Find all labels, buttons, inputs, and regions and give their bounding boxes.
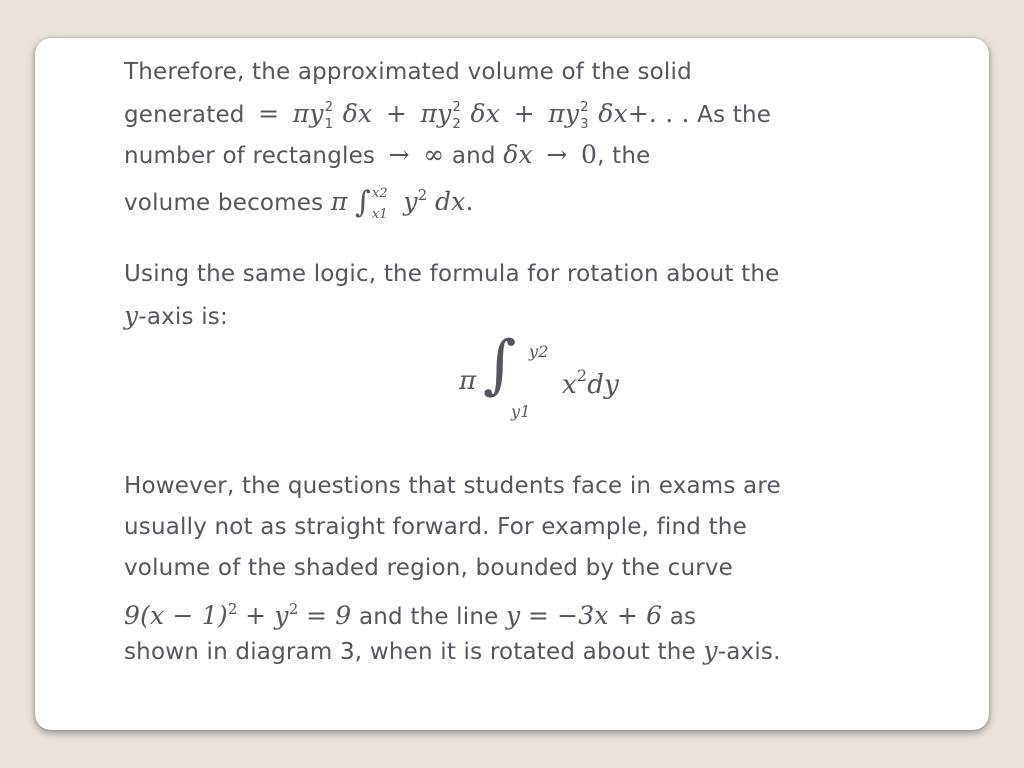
paragraph-volume-approximation bbox=[124, 52, 984, 222]
integral-sign: ∫ bbox=[355, 185, 371, 220]
formula-x: x bbox=[562, 370, 577, 400]
text-line bbox=[124, 630, 984, 671]
math-dx: δx bbox=[503, 140, 533, 169]
text: As the bbox=[697, 102, 772, 128]
subscript: 2 bbox=[452, 116, 461, 132]
text: volume of the shaded region, bounded by the curve bbox=[124, 555, 734, 581]
text-line bbox=[124, 254, 984, 295]
formula-pi: π bbox=[459, 366, 477, 396]
superscript: 2 bbox=[580, 99, 589, 115]
superscript: 2 bbox=[417, 186, 428, 204]
equals-sign: = bbox=[258, 99, 280, 128]
text: as bbox=[669, 604, 697, 630]
text-line bbox=[124, 548, 984, 589]
upper-limit: x2 bbox=[371, 185, 388, 201]
display-formula bbox=[124, 328, 984, 466]
subscript: 3 bbox=[580, 116, 589, 132]
text: , the bbox=[597, 143, 651, 169]
sup-sub bbox=[324, 99, 334, 132]
slide-content bbox=[124, 52, 984, 671]
paragraph-exam-example bbox=[124, 466, 984, 671]
math-y: y bbox=[506, 601, 521, 630]
zero: 0 bbox=[581, 140, 598, 169]
superscript: 2 bbox=[227, 600, 238, 618]
formula-integral-sign: ∫ bbox=[483, 328, 517, 402]
text: However, the questions that students face in exams are bbox=[124, 473, 781, 499]
superscript: 2 bbox=[452, 99, 461, 115]
text-line bbox=[124, 466, 984, 507]
text-line bbox=[124, 52, 984, 93]
formula-lower-limit: y1 bbox=[511, 402, 531, 421]
sup-sub bbox=[452, 99, 461, 132]
ellipsis: +. . . bbox=[627, 99, 690, 128]
subscript: 1 bbox=[324, 116, 334, 132]
plus-sign: + bbox=[513, 99, 535, 128]
period: . bbox=[465, 187, 474, 216]
line-equation: = −3x + 6 bbox=[527, 601, 663, 630]
arrow-symbol: → bbox=[546, 140, 568, 169]
math-y: y bbox=[403, 187, 418, 216]
text: and the line bbox=[358, 604, 499, 630]
paragraph-gap bbox=[124, 216, 984, 254]
infinity-symbol: ∞ bbox=[423, 140, 445, 169]
arrow-symbol: → bbox=[388, 140, 410, 169]
plus-sign: + bbox=[385, 99, 407, 128]
superscript: 2 bbox=[288, 600, 299, 618]
text: shown in diagram 3, when it is rotated about the bbox=[124, 639, 696, 665]
text: usually not as straight forward. For example, find the bbox=[124, 514, 747, 540]
text: volume becomes bbox=[124, 190, 324, 216]
text: Therefore, the approximated volume of the solid bbox=[124, 59, 692, 85]
curve-equation-part: 9(x − 1) bbox=[124, 601, 228, 630]
text: -axis is: bbox=[138, 304, 228, 330]
text: generated bbox=[124, 102, 245, 128]
curve-equation-part: = 9 bbox=[306, 601, 352, 630]
text-line-limit bbox=[124, 134, 984, 175]
paragraph-y-axis-rotation bbox=[124, 254, 984, 336]
formula-superscript: 2 bbox=[576, 366, 588, 385]
math-dx: δx bbox=[598, 99, 628, 128]
formula-dy: dy bbox=[587, 370, 619, 400]
math-y: y bbox=[124, 301, 139, 330]
math-y: y bbox=[703, 636, 718, 665]
text-line bbox=[124, 507, 984, 548]
math-term: πy bbox=[548, 99, 580, 128]
text: and bbox=[451, 143, 496, 169]
slide-card bbox=[35, 38, 989, 730]
text: Using the same logic, the formula for rotation about the bbox=[124, 261, 780, 287]
math-pi: π bbox=[330, 187, 348, 216]
sup-sub bbox=[580, 99, 589, 132]
math-term: πy bbox=[420, 99, 452, 128]
math-dx: δx bbox=[342, 99, 373, 128]
text-line-integral bbox=[124, 175, 984, 222]
text-line-sum bbox=[124, 93, 984, 134]
formula-integrand bbox=[562, 366, 619, 400]
text-line bbox=[124, 295, 984, 336]
formula-body bbox=[459, 328, 659, 426]
formula-upper-limit: y2 bbox=[529, 342, 549, 361]
text: -axis. bbox=[717, 639, 781, 665]
text: number of rectangles bbox=[124, 143, 376, 169]
lower-limit: x1 bbox=[371, 206, 388, 222]
math-term: πy bbox=[292, 99, 324, 128]
integral-limits bbox=[371, 185, 388, 222]
text-line-equation bbox=[124, 589, 984, 630]
math-dx: dx bbox=[434, 187, 466, 216]
superscript: 2 bbox=[324, 99, 334, 115]
curve-equation-part: + y bbox=[245, 601, 289, 630]
math-dx: δx bbox=[470, 99, 501, 128]
